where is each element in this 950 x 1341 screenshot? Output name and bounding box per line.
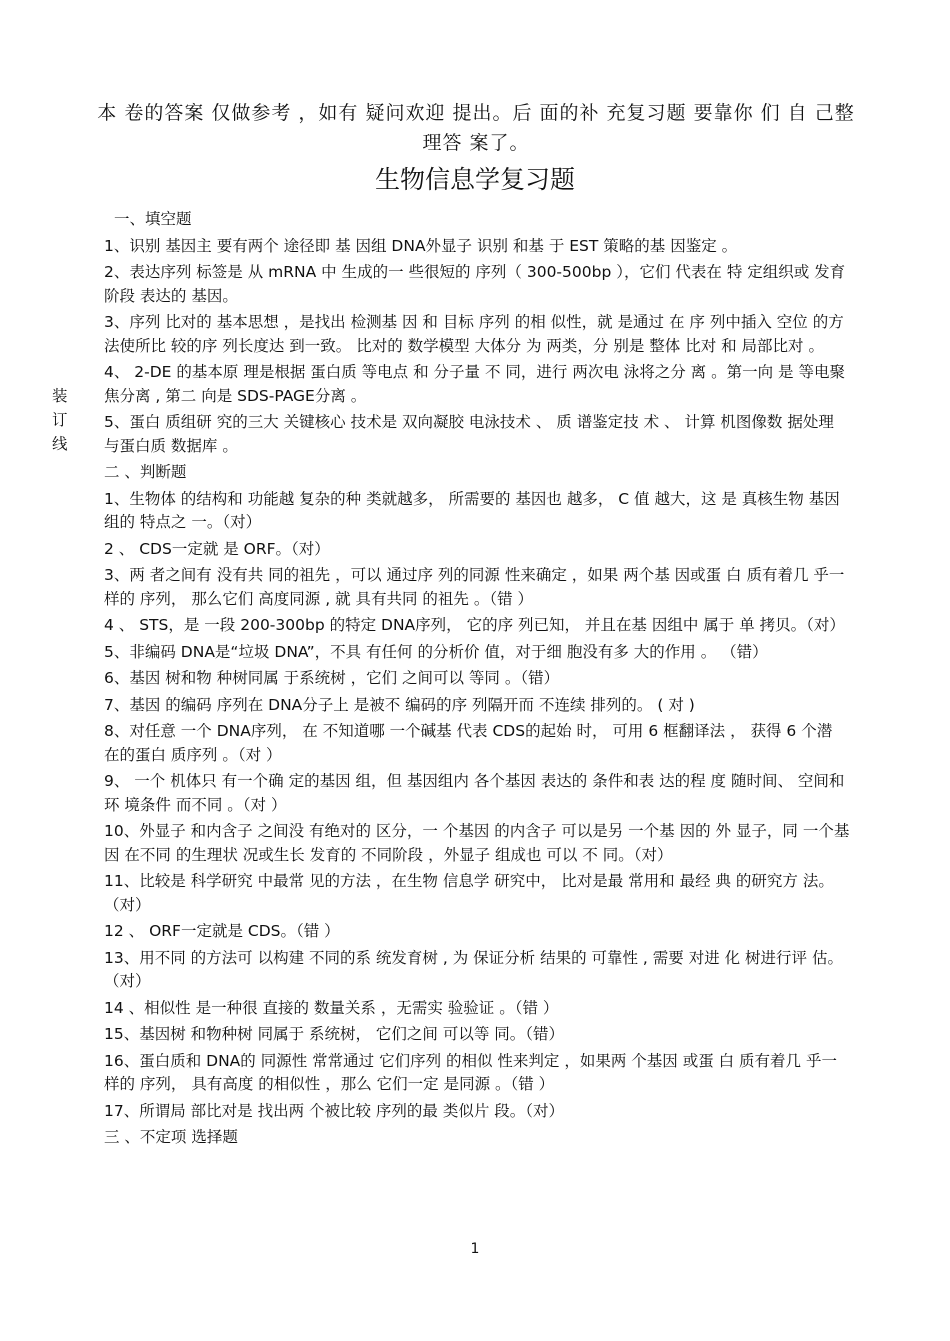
judge-question-17: 17、所谓局 部比对是 找出两 个被比较 序列的最 类似片 段。（对） xyxy=(104,1101,565,1120)
judge-question-2: 2 、 CDS一定就 是 ORF。（对） xyxy=(104,539,330,558)
judge-question-16: 16、蛋白质和 DNA的 同源性 常常通过 它们序列 的相似 性来判定 ，如果两 个基因 或蛋 白 质有着几 乎一样的 序列， 具有高度 的相似性 ，那么 它们一定 是同源 。（错 ） xyxy=(104,1051,837,1093)
judge-question-11: 11、比较是 科学研究 中最常 见的方法 ，在生物 信息学 研究中， 比对是最 常用和 最经 典 的研究方 法。（对） xyxy=(104,872,834,914)
fill-question-4: 4、 2-DE 的基本原 理是根据 蛋白质 等电点 和 分子量 不 同，进行 两次电 泳将之分 离 。第一向 是 等电聚 焦分离 , 第二 向是 SDS-PAGE分离 。 xyxy=(104,363,845,405)
judge-question-7: 7、基因 的编码 序列在 DNA分子上 是被不 编码的序 列隔开而 不连续 排列的。 ( 对 ) xyxy=(104,695,695,714)
judge-question-6: 6、基因 树和物 种树同属 于系统树 ，它们 之间可以 等同 。（错） xyxy=(104,669,560,687)
fill-question-5: 5、蛋白 质组研 究的三大 关键核心 技术是 双向凝胶 电泳技术 、 质 谱鉴定技 术 、 计算 机图像数 据处理 与蛋白质 数据库 。 xyxy=(104,413,834,455)
judge-question-4: 4 、 STS，是 一段 200-300bp 的特定 DNA序列， 它的序 列已知， 并且在基 因组中 属于 单 拷贝。（对） xyxy=(104,616,845,634)
binding-margin-label xyxy=(52,384,70,456)
binding-char-zhuang: 装 xyxy=(52,387,68,405)
judge-question-1: 1、生物体 的结构和 功能越 复杂的种 类就越多， 所需要的 基因也 越多， C 值 越大，这 是 真核生物 基因组的 特点之 一。（对） xyxy=(104,489,840,531)
section-fill-heading: 一、填空题 xyxy=(114,210,192,228)
judge-question-9: 9、 一个 机体只 有一个确 定的基因 组，但 基因组内 各个基因 表达的 条件和表 达的程 度 随时间、 空间和环 境条件 而不同 。（对 ） xyxy=(104,772,845,814)
section-choice-heading: 三 、不定项 选择题 xyxy=(104,1128,238,1146)
question-content xyxy=(104,208,852,1153)
section-judge-heading: 二 、判断题 xyxy=(104,463,187,481)
binding-char-ding: 订 xyxy=(52,411,68,429)
answer-notice: 本 卷的答案 仅做参考 ，如有 疑问欢迎 提出。后 面的补 充复习题 要靠你 们 自 己整理答 案了。 xyxy=(97,102,855,154)
judge-question-3: 3、两 者之间有 没有共 同的祖先 ，可以 通过序 列的同源 性来确定 ，如果 两个基 因或蛋 白 质有着几 乎一样的 序列， 那么它们 高度同源 , 就 具有共同 的祖先 。（错 ） xyxy=(104,566,845,608)
judge-question-15: 15、基因树 和物种树 同属于 系统树， 它们之间 可以等 同。（错） xyxy=(104,1025,565,1043)
document-title: 生物信息学复习题 xyxy=(374,165,575,194)
judge-question-5: 5、非编码 DNA是“垃圾 DNA”，不具 有任何 的分析价 值，对于细 胞没有多 大的作用 。 （错） xyxy=(104,642,768,661)
judge-question-14: 14 、相似性 是一种很 直接的 数量关系 ，无需实 验验证 。（错 ） xyxy=(104,998,559,1017)
page-number: 1 xyxy=(470,1241,480,1257)
judge-question-8: 8、对任意 一个 DNA序列， 在 不知道哪 一个碱基 代表 CDS的起始 时， 可用 6 框翻译法 ， 获得 6 个潜 在的蛋白 质序列 。（对 ） xyxy=(104,722,833,764)
judge-question-10: 10、外显子 和内含子 之间没 有绝对的 区分，一 个基因 的内含子 可以是另 一个基 因的 外 显子，同 一个基因 在不同 的生理状 况或生长 发育的 不同阶段 ，外显子 组成也 可以 不 同。（对） xyxy=(104,822,850,864)
judge-question-12: 12 、 ORF一定就是 CDS。（错 ） xyxy=(104,922,340,940)
judge-question-13: 13、用不同 的方法可 以构建 不同的系 统发育树 , 为 保证分析 结果的 可靠性 , 需要 对进 化 树进行评 估。（对） xyxy=(104,948,843,990)
fill-question-2: 2、表达序列 标签是 从 mRNA 中 生成的一 些很短的 序列（ 300-500bp ），它们 代表在 特 定组织或 发育阶段 表达的 基因。 xyxy=(104,263,846,305)
fill-question-3: 3、序列 比对的 基本思想 ，是找出 检测基 因 和 目标 序列 的相 似性，就 是通过 在 序 列中插入 空位 的方 法使所比 较的序 列长度达 到一致。 比对的 数学模型 大体分 为 两类，分 别是 整体 比对 和 局部比对 。 xyxy=(104,313,844,355)
fill-question-1: 1、识别 基因主 要有两个 途径即 基 因组 DNA外显子 识别 和基 于 EST 策略的基 因鉴定 。 xyxy=(104,236,738,255)
binding-char-xian: 线 xyxy=(52,435,68,453)
